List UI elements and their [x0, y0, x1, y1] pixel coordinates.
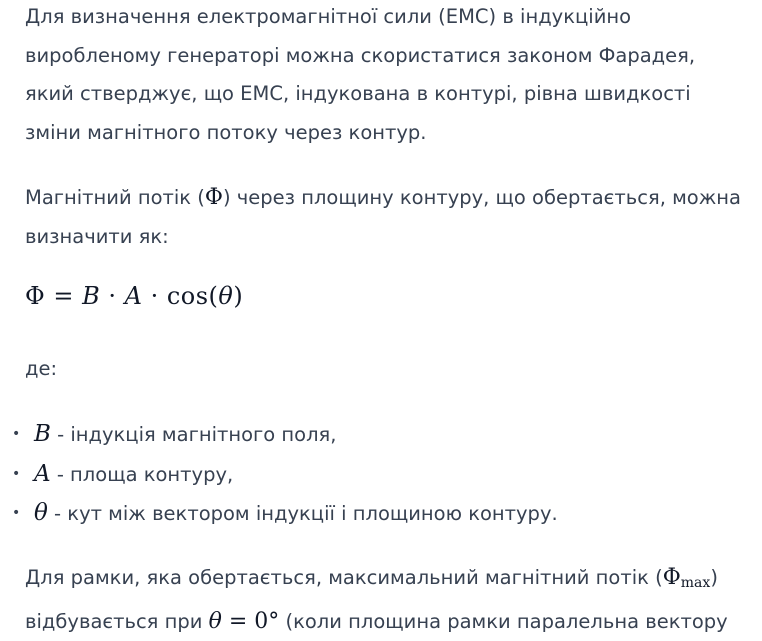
flux-formula	[25, 282, 243, 310]
theta-symbol: θ	[208, 608, 222, 634]
formula-theta: θ	[218, 282, 234, 310]
formula-dot-1: ·	[100, 282, 125, 310]
list-item	[0, 415, 558, 455]
theta-condition	[209, 609, 280, 634]
bullet-icon: •	[12, 465, 21, 482]
intro-paragraph: Для визначення електромагнітної сили (ЕМС) в індукційно виробленому генераторі можна скористатися законом Фарадея, який стверджує, що ЕМС, індукована в контурі, рівна швидкості зміни магнітного потоку через контур.	[25, 5, 696, 144]
max-flux-symbol	[663, 565, 711, 590]
definition-text: - кут між вектором індукції і площиною контуру.	[47, 502, 558, 525]
formula-lhs: Φ	[25, 282, 46, 310]
definition-text: - площа контуру,	[50, 462, 234, 486]
phi-subscript: max	[680, 575, 711, 591]
flux-symbol: Φ	[204, 185, 223, 210]
bullet-icon: •	[12, 505, 21, 521]
max-flux-paragraph	[25, 559, 745, 641]
formula-eq: =	[45, 282, 83, 310]
list-item	[0, 455, 558, 495]
formula-close: )	[233, 282, 244, 310]
definition-text: - індукція магнітного поля,	[50, 423, 337, 446]
formula-a: A	[124, 282, 143, 310]
bullet-icon: •	[12, 426, 21, 442]
max-flux-part-3: відбувається при	[25, 609, 209, 633]
theta-value: = 0°	[221, 608, 280, 634]
phi-symbol: Φ	[662, 565, 681, 590]
list-item	[0, 494, 558, 534]
formula-b: B	[82, 282, 101, 310]
max-flux-part-1: Для рамки, яка обертається, максимальний магнітний потік (	[25, 566, 663, 589]
flux-text-after: ) через площину контуру, що обертається, можна визначити як:	[25, 186, 741, 248]
max-flux-part-4: (коли площина рамки паралельна вектору	[279, 609, 728, 633]
where-label: де:	[25, 357, 58, 380]
formula-dot-2: ·	[142, 282, 167, 310]
definition-symbol: B	[34, 421, 51, 447]
flux-paragraph	[25, 179, 745, 256]
definition-symbol: A	[34, 460, 51, 487]
flux-text-before: Магнітний потік (	[25, 186, 205, 209]
definitions-list	[0, 415, 558, 534]
max-flux-part-2: )	[710, 566, 718, 589]
formula-cos: cos(	[166, 282, 219, 310]
definition-symbol: θ	[34, 500, 48, 526]
